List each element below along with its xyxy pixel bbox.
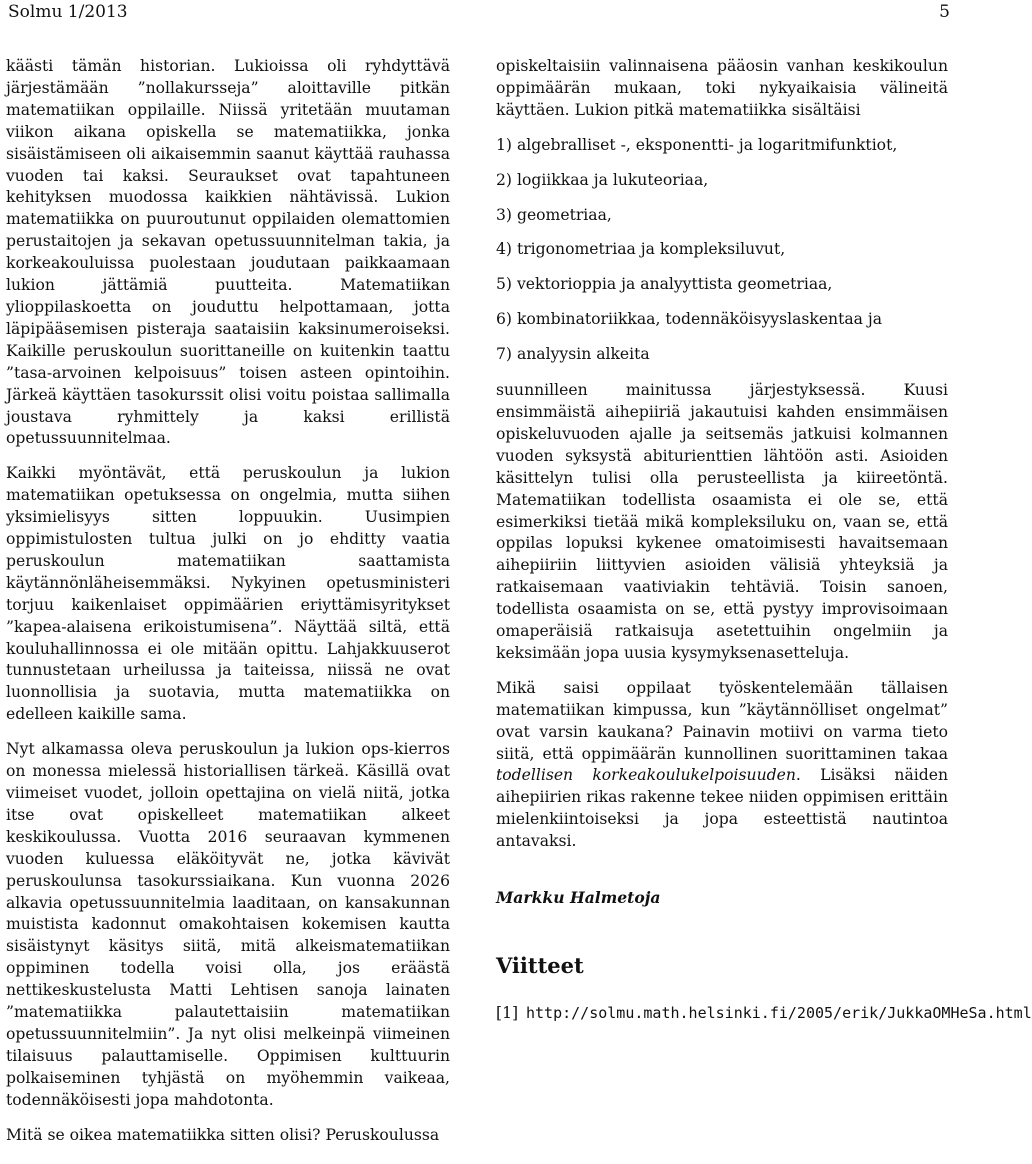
left-column xyxy=(6,56,450,1160)
list-item: 6) kombinatoriikkaa, todennäköisyyslaskentaa ja xyxy=(496,310,883,329)
paragraph: Nyt alkamassa oleva peruskoulun ja lukion ops-kierros on monessa mielessä historiallisen tärkeä. Käsillä ovat viimeiset vuodet, jolloin opettajina on vielä niitä, jotka itse ovat opiskelleet matematiikan alkeet keskikoulussa. Vuotta 2016 seuraavan kymmenen vuoden kuluessa eläköityvät ne, jotka kävivät peruskoulunsa tasokurssiaikana. Kun vuonna 2026 alkavia opetussuunnitelmia laaditaan, on kansakunnan muistista kadonnut omakohtaisen kokemisen kautta sisäistynyt käsitys siitä, mitä alkeismatematiikan oppiminen todella voisi olla, jos eräästä nettikeskustelusta Matti Lehtisen sanoja lainaten ”matematiikka palautettaisiin matematiikan opetussuunnitelmiin”. Ja nyt olisi melkeinpä viimeinen tilaisuus palauttamiselle. Oppimisen kulttuurin polkaiseminen tyhjästä on myöhemmin vaikeaa, todennäköisesti jopa mahdotonta. xyxy=(6,740,450,1109)
reference-number: [1] xyxy=(496,1004,519,1022)
paragraph: Mitä se oikea matematiikka sitten olisi? Peruskoulussa xyxy=(6,1125,440,1144)
references-heading: Viitteet xyxy=(496,953,584,978)
paragraph: käästi tämän historian. Lukioissa oli ryhdyttävä järjestämään ”nollakursseja” aloittaville pitkän matematiikan oppilaille. Niissä yritetään muutaman viikon aikana opiskella se matematiikka, jonka sisäistämiseen oli aikaisemmin saanut käyttää rauhassa vuoden tai kaksi. Seuraukset ovat tapahtuneen kehityksen muodossa kaikkien nähtävissä. Lukion matematiikka on puuroutunut oppilaiden olemattomien perustaitojen ja sekavan opetussuunnitelman takia, ja korkeakouluissa puolestaan joudutaan paikkaamaan lukion jättämiä puutteita. Matematiikan ylioppilaskoetta on jouduttu helpottamaan, jotta läpipääsemisen pisteraja saataisiin kaksinumeroiseksi. Kaikille peruskoulun suorittaneille on kuitenkin taattu ”tasa-arvoinen kelpoisuus” toisen asteen opintoihin. Järkeä käyttäen tasokurssit olisi voitu poistaa sallimalla joustava ryhmittely ja kaksi erillistä opetussuunnitelmaa. xyxy=(6,57,450,448)
list-item: 3) geometriaa, xyxy=(496,205,612,224)
journal-issue: Solmu 1/2013 xyxy=(8,2,128,22)
text-run: . Lisäksi näiden aihepiirien rikas rakenne tekee niiden oppimisen erittäin mielenkiintoiseksi ja jopa esteettistä nautintoa antavaksi. xyxy=(496,766,948,851)
list-item: 1) algebralliset -, eksponentti- ja logaritmifunktiot, xyxy=(496,135,898,154)
reference-link[interactable]: http://solmu.math.helsinki.fi/2005/erik/JukkaOMHeSa.html xyxy=(526,1004,1032,1022)
reference-entry xyxy=(496,1003,1032,1024)
topic-list xyxy=(496,135,948,366)
list-item: 4) trigonometriaa ja kompleksiluvut, xyxy=(496,240,786,259)
paragraph: opiskeltaisiin valinnaisena pääosin vanhan keskikoulun oppimäärän mukaan, toki nykyaikaisia välineitä käyttäen. Lukion pitkä matematiikka sisältäisi xyxy=(496,57,948,119)
right-column xyxy=(496,56,1032,1024)
paragraph: suunnilleen mainitussa järjestyksessä. Kuusi ensimmäistä aihepiiriä jakautuisi kahden ensimmäisen opiskeluvuoden ajalle ja seitsemäs jatkuisi kolmannen vuoden syksystä abiturienttien lähtöön asti. Asioiden käsittelyn tulisi olla perusteellista ja kiireetöntä. Matematiikan todellista osaamista ei ole se, että esimerkiksi tietää mikä kompleksiluku on, vaan se, että oppilas lopuksi kykenee omatoimisesti havaitsemaan aihepiiriin liittyvien asioiden välisiä yhteyksiä ja ratkaisemaan vaativiakin tehtäviä. Toisin sanoen, todellista osaamista on se, että pystyy improvisoimaan omaperäisiä ratkaisuja asetettuihin ongelmiin ja keksimään jopa uusia kysymyksenasetteluja. xyxy=(496,381,948,662)
page-number: 5 xyxy=(939,2,950,22)
paragraph xyxy=(496,678,948,853)
list-item: 2) logiikkaa ja lukuteoriaa, xyxy=(496,170,709,189)
running-header xyxy=(8,0,950,24)
author-signature: Markku Halmetoja xyxy=(496,888,661,908)
paragraph: Kaikki myöntävät, että peruskoulun ja lukion matematiikan opetuksessa on ongelmia, mutta siihen yksimielisyys sitten loppuukin. Uusimpien oppimistulosten tultua julki on jo ehditty vaatia peruskoulun matematiikan saattamista käytännönläheisemmäksi. Nykyinen opetusministeri torjuu kaikenlaiset oppimäärien eriyttämisyritykset ”kapea-alaisena erikoistumisena”. Näyttää siltä, että kouluhallinnossa ei ole mitään opittu. Lahjakkuuserot tunnustetaan urheilussa ja taiteissa, niissä ne ovat luonnollisia ja suotavia, mutta matematiikka on edelleen kaikille sama. xyxy=(6,464,450,724)
list-item: 5) vektorioppia ja analyyttista geometriaa, xyxy=(496,275,833,294)
emphasis-text: todellisen korkeakoulukelpoisuuden xyxy=(496,766,796,785)
list-item: 7) analyysin alkeita xyxy=(496,345,650,364)
text-run: Mikä saisi oppilaat työskentelemään tällaisen matematiikan kimpussa, kun ”käytännölliset ongelmat” ovat varsin kaukana? Painavin motiivi on varma tieto siitä, että oppimäärän kunnollinen suorittaminen takaa xyxy=(496,678,948,763)
